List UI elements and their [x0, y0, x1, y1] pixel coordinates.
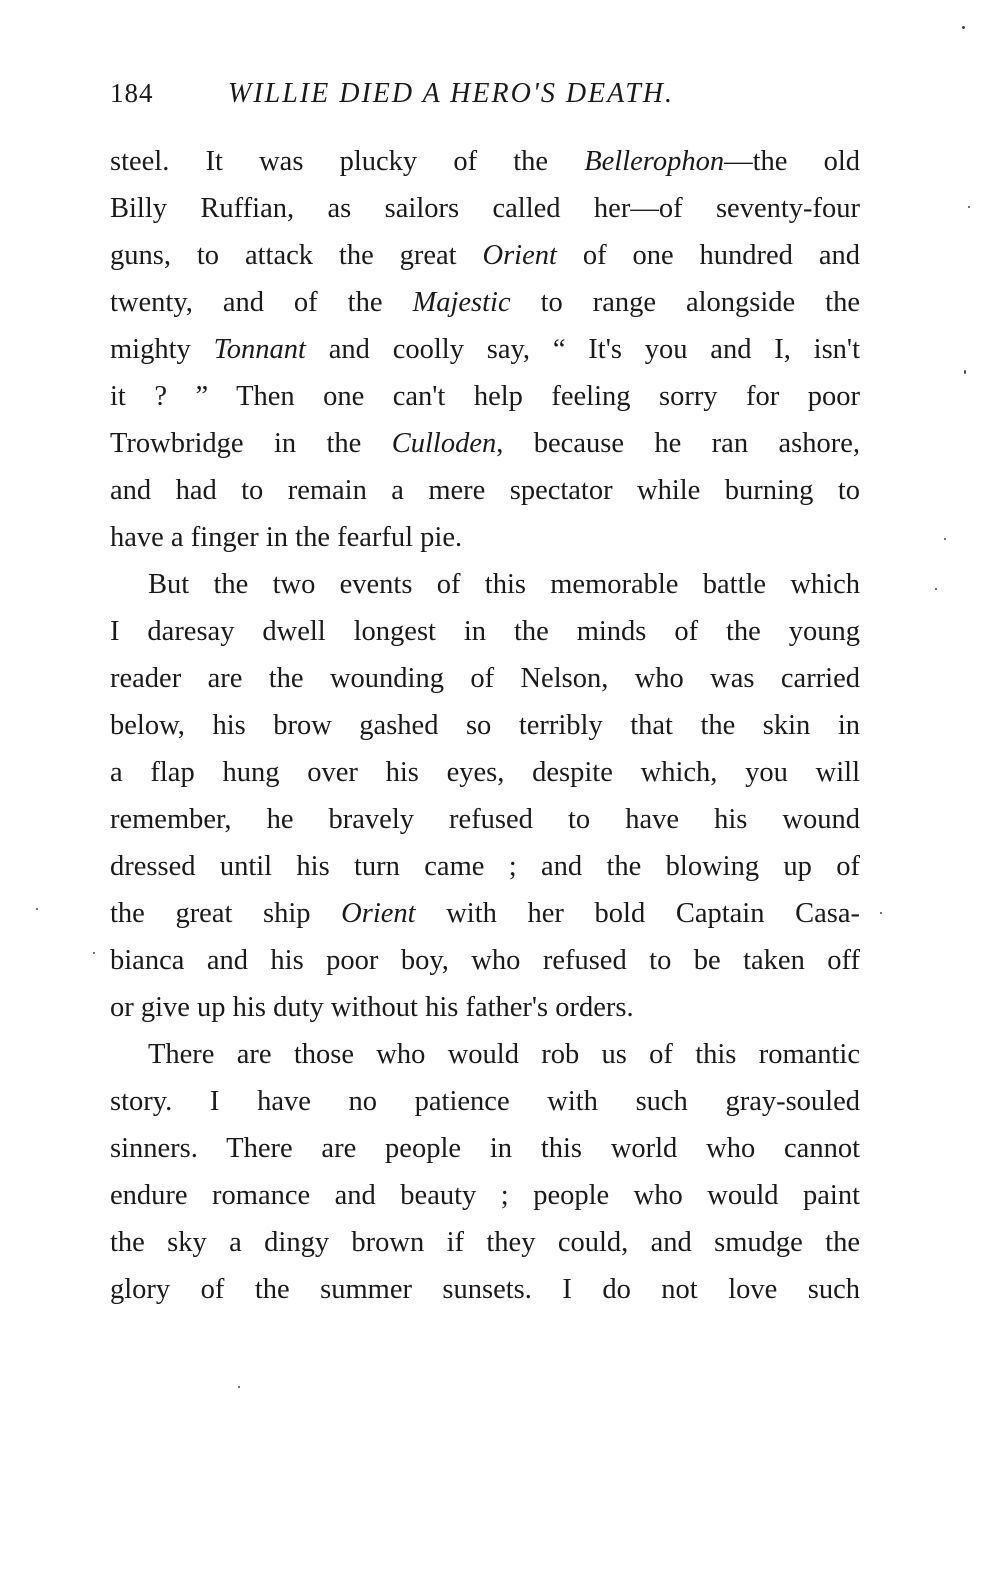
text-line: the great ship Orient with her bold Captain Casa-	[110, 898, 860, 929]
body-text	[110, 138, 860, 1313]
text-line: guns, to attack the great Orient of one hundred and	[110, 240, 860, 271]
text-line: steel. It was plucky of the Bellerophon—the old	[110, 146, 860, 177]
ship-name: Bellerophon	[584, 146, 725, 177]
text-line: twenty, and of the Majestic to range alongside the	[110, 287, 860, 318]
text-line: I daresay dwell longest in the minds of the young	[110, 616, 860, 647]
text-line: dressed until his turn came ; and the blowing up of	[110, 851, 860, 882]
text-line: story. I have no patience with such gray-souled	[110, 1086, 860, 1117]
text-line: There are those who would rob us of this romantic	[148, 1039, 860, 1070]
text-line: endure romance and beauty ; people who would paint	[110, 1180, 860, 1211]
scan-speck	[880, 912, 882, 914]
text-line: it ? ” Then one can't help feeling sorry for poor	[110, 381, 860, 412]
text-line: bianca and his poor boy, who refused to be taken off	[110, 945, 860, 976]
text-line: a flap hung over his eyes, despite which, you will	[110, 757, 860, 788]
ship-name: Orient	[482, 240, 557, 271]
scan-speck	[93, 952, 95, 954]
scan-speck	[36, 908, 38, 910]
paragraph	[110, 561, 860, 1031]
scan-speck	[935, 588, 937, 590]
text-line: have a finger in the fearful pie.	[110, 522, 463, 553]
running-header	[110, 74, 870, 118]
text-line: reader are the wounding of Nelson, who was carried	[110, 663, 860, 694]
text-line: mighty Tonnant and coolly say, “ It's you and I, isn't	[110, 334, 860, 365]
ship-name: Orient	[341, 898, 416, 929]
text-line: Trowbridge in the Culloden, because he ran ashore,	[110, 428, 860, 459]
text-line: But the two events of this memorable battle which	[148, 569, 860, 600]
text-line: Billy Ruffian, as sailors called her—of seventy-four	[110, 193, 860, 224]
scan-speck	[964, 370, 966, 374]
text-line: glory of the summer sunsets. I do not love such	[110, 1274, 860, 1305]
scan-speck	[238, 1386, 240, 1388]
text-line: the sky a dingy brown if they could, and smudge the	[110, 1227, 860, 1258]
paragraph	[110, 138, 860, 561]
paragraph	[110, 1031, 860, 1313]
text-line: below, his brow gashed so terribly that the skin in	[110, 710, 860, 741]
scan-speck	[962, 26, 965, 29]
scan-speck	[944, 538, 946, 540]
ship-name: Tonnant	[213, 334, 306, 365]
text-line: remember, he bravely refused to have his wound	[110, 804, 860, 835]
ship-name: Culloden	[391, 428, 497, 459]
page-number: 184	[110, 78, 154, 108]
text-line: sinners. There are people in this world who cannot	[110, 1133, 860, 1164]
text-line: and had to remain a mere spectator while burning to	[110, 475, 860, 506]
text-line: or give up his duty without his father's orders.	[110, 992, 634, 1023]
scan-speck	[968, 206, 970, 208]
ship-name: Majestic	[412, 287, 511, 318]
running-title: WILLIE DIED A HERO'S DEATH.	[228, 78, 674, 109]
